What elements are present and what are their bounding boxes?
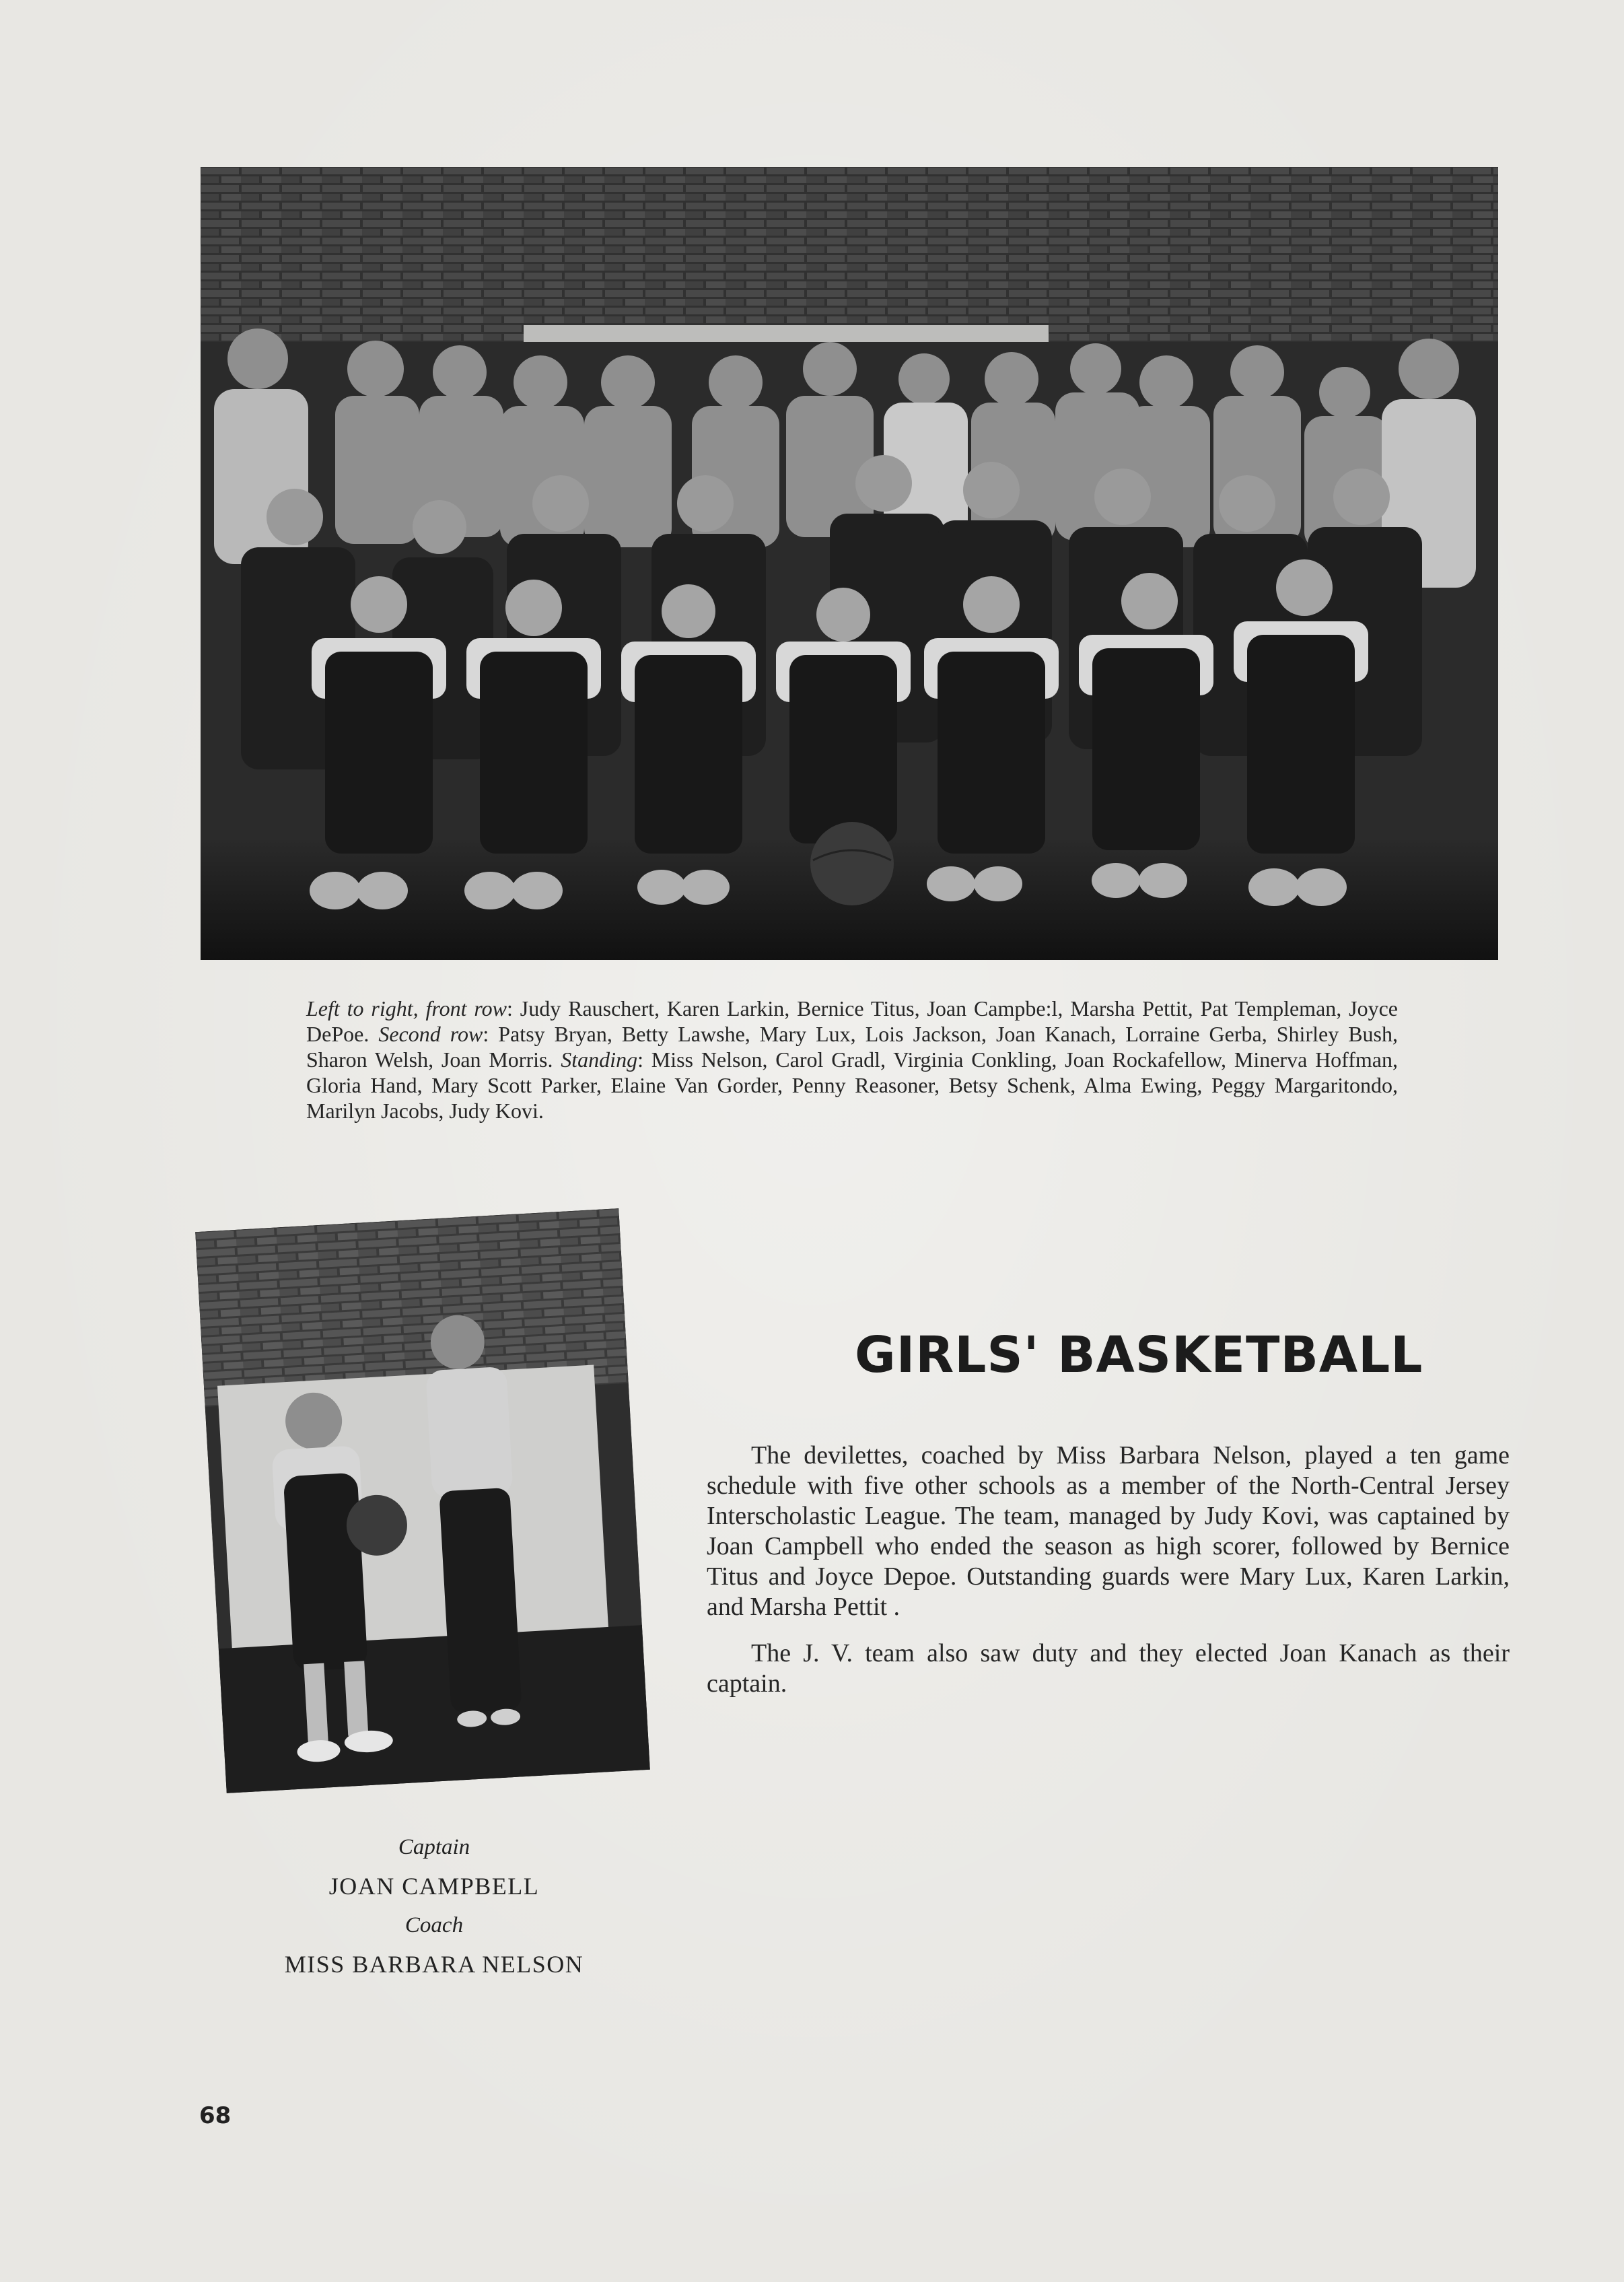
article-title: GIRLS' BASKETBALL	[855, 1326, 1423, 1384]
photo-caption	[306, 996, 1398, 1123]
caption-standing-names: : Miss Nelson, Carol Gradl, Virginia Conkling, Joan Rockafellow, Minerva Hoffman, Gloria Hand, Mary Scott Parker, Elaine Van Gorder, Penny Reasoner, Betsy Schenk, Alma Ewing, Peggy Margaritondo, Marilyn Jacobs, Judy Kovi.	[306, 1047, 1399, 1123]
photo-credits	[236, 1828, 633, 1984]
captain-role-label: Captain	[398, 1835, 470, 1859]
caption-second-row-names: : Patsy Bryan, Betty Lawshe, Mary Lux, Lois Jackson, Joan Kanach, Lorraine Gerba, Shirley Bush, Sharon Welsh, Joan Morris.	[306, 1022, 1399, 1072]
page-number: 68	[199, 2102, 232, 2129]
team-photo-image	[201, 167, 1498, 960]
article-paragraph-1: The devilettes, coached by Miss Barbara Nelson, played a ten game schedule with five other schools as a member of the North-Central Jersey Interscholastic League. The team, managed by Judy Kovi, was captained by Joan Campbell who ended the season as high scorer, followed by Bernice Titus and Joyce Depoe. Outstanding guards were Mary Lux, Karen Larkin, and Marsha Pettit .	[707, 1441, 1510, 1621]
coach-role-label: Coach	[404, 1913, 464, 1937]
captain-name: JOAN CAMPBELL	[328, 1873, 540, 1900]
article-paragraph-2: The J. V. team also saw duty and they elected Joan Kanach as their captain.	[707, 1639, 1510, 1698]
caption-front-row-label: Left to right, front row	[306, 996, 507, 1021]
captain-photo-image	[195, 1208, 650, 1793]
coach-name: MISS BARBARA NELSON	[284, 1951, 584, 1978]
article-body	[707, 1441, 1510, 1715]
caption-front-row-names: : Judy Rauschert, Karen Larkin, Bernice Titus, Joan Campbe:l, Marsha Pettit, Pat Templeman, Joyce DePoe.	[306, 996, 1399, 1046]
caption-second-row-label: Second row	[378, 1022, 483, 1046]
team-group-photo	[201, 167, 1498, 960]
captain-coach-photo	[195, 1208, 650, 1793]
caption-standing-label: Standing	[561, 1047, 638, 1072]
